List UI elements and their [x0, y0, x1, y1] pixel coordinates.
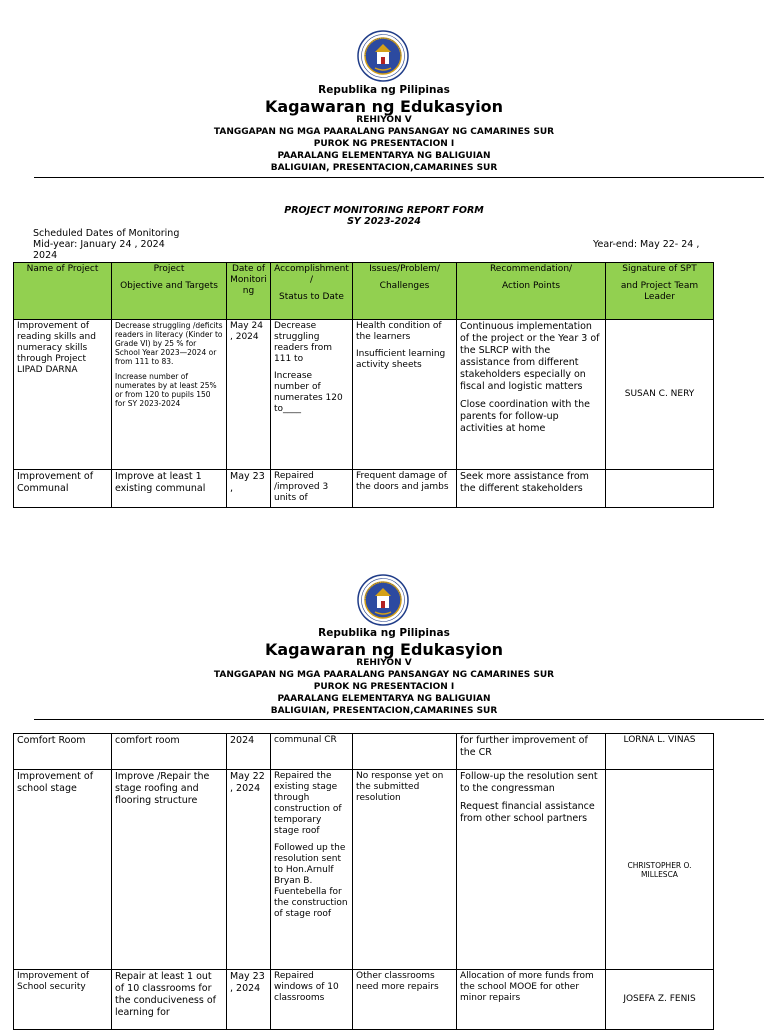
accomplishment-cell: communal CR [271, 734, 353, 770]
table-row [14, 470, 714, 508]
department-title: Kagawaran ng Edukasyion [264, 640, 504, 659]
table-row [14, 734, 714, 770]
region-line: REHIYON V [356, 115, 412, 125]
signature-cell: CHRISTOPHER O. MILLESCA [606, 770, 714, 970]
issues-cell: Other classrooms need more repairs [353, 970, 457, 1030]
accomplishment-cell: Repaired windows of 10 classrooms [271, 970, 353, 1030]
col-header-objective: Project Objective and Targets [112, 263, 227, 320]
objective-cell: comfort room [112, 734, 227, 770]
table-header-row [14, 263, 714, 320]
signature-cell: LORNA L. VINAS [606, 734, 714, 770]
col-header-project-name: Name of Project [14, 263, 112, 320]
yearend-date: Year-end: May 22- 24 , [593, 239, 700, 250]
objective-cell: Decrease struggling /deficits readers in literacy (Kinder to Grade VI) by 25 % for School Year 2023—2024 or from 111 to 83. Increase number of numerates by at least 25% or from 120 to pupils 150 for SY 2023-2024 [112, 320, 227, 470]
date-cell: 2024 [227, 734, 271, 770]
accomplishment-cell: Decrease struggling readers from 111 to Increase number of numerates 120 to____ [271, 320, 353, 470]
scheduled-label: Scheduled Dates of Monitoring [33, 228, 180, 239]
issues-cell: Frequent damage of the doors and jambs [353, 470, 457, 508]
recommendation-cell: Seek more assistance from the different stakeholders [457, 470, 606, 508]
col-header-signature: Signature of SPT and Project Team Leader [606, 263, 714, 320]
district-line: PUROK NG PRESENTACION I [313, 682, 455, 692]
issues-cell: No response yet on the submitted resolution [353, 770, 457, 970]
header-divider [34, 719, 764, 720]
recommendation-cell: Follow-up the resolution sent to the congressman Request financial assistance from other school partners [457, 770, 606, 970]
monitoring-table-page2 [13, 733, 714, 1030]
district-line: PUROK NG PRESENTACION I [313, 139, 455, 149]
signature-cell [606, 470, 714, 508]
project-name-cell: Comfort Room [14, 734, 112, 770]
department-title: Kagawaran ng Edukasyion [264, 97, 504, 116]
region-line: REHIYON V [356, 658, 412, 668]
recommendation-cell: Continuous implementation of the project or the Year 3 of the SLRCP with the assistance from different stakeholders especially on fiscal and logistic matters Close coordination with the parents for follow-up activities at home [457, 320, 606, 470]
issues-cell: Health condition of the learners Insufficient learning activity sheets [353, 320, 457, 470]
division-line: TANGGAPAN NG MGA PAARALANG PANSANGAY NG CAMARINES SUR [213, 127, 555, 137]
table-row [14, 970, 714, 1030]
accomplishment-cell: Repaired the existing stage through construction of temporary stage roof Followed up the resolution sent to Hon.Arnulf Bryan B. Fuentebella for the construction of stage roof [271, 770, 353, 970]
header-divider [34, 177, 764, 178]
date-cell: May 24 , 2024 [227, 320, 271, 470]
project-name-cell: Improvement of reading skills and numeracy skills through Project LIPAD DARNA [14, 320, 112, 470]
signature-cell: JOSEFA Z. FENIS [606, 970, 714, 1030]
republic-line: Republika ng Pilipinas [318, 627, 450, 639]
midyear-date: Mid-year: January 24 , 2024 [33, 239, 165, 250]
col-header-recommendation: Recommendation/ Action Points [457, 263, 606, 320]
division-line: TANGGAPAN NG MGA PAARALANG PANSANGAY NG CAMARINES SUR [213, 670, 555, 680]
objective-cell: Improve /Repair the stage roofing and flooring structure [112, 770, 227, 970]
form-title: PROJECT MONITORING REPORT FORM [284, 205, 484, 216]
form-school-year: SY 2023-2024 [347, 216, 421, 227]
col-header-issues: Issues/Problem/ Challenges [353, 263, 457, 320]
republic-line: Republika ng Pilipinas [318, 84, 450, 96]
year-continuation: 2024 [33, 250, 58, 261]
col-header-date: Date of Monitoring [227, 263, 271, 320]
project-name-cell: Improvement of Communal [14, 470, 112, 508]
deped-seal-logo [357, 30, 409, 82]
project-name-cell: Improvement of school stage [14, 770, 112, 970]
objective-cell: Improve at least 1 existing communal [112, 470, 227, 508]
address-line: BALIGUIAN, PRESENTACION,CAMARINES SUR [270, 163, 498, 173]
table-row [14, 320, 714, 470]
monitoring-table-page1 [13, 262, 714, 508]
objective-cell: Repair at least 1 out of 10 classrooms for the conduciveness of learning for [112, 970, 227, 1030]
signature-cell: SUSAN C. NERY [606, 320, 714, 470]
project-name-cell: Improvement of School security [14, 970, 112, 1030]
recommendation-cell: Allocation of more funds from the school MOOE for other minor repairs [457, 970, 606, 1030]
date-cell: May 23 , [227, 470, 271, 508]
table-row [14, 770, 714, 970]
school-line: PAARALANG ELEMENTARYA NG BALIGUIAN [277, 694, 491, 704]
school-line: PAARALANG ELEMENTARYA NG BALIGUIAN [277, 151, 491, 161]
recommendation-cell: for further improvement of the CR [457, 734, 606, 770]
col-header-accomplishment: Accomplishment/ Status to Date [271, 263, 353, 320]
deped-seal-logo [357, 574, 409, 626]
issues-cell [353, 734, 457, 770]
address-line: BALIGUIAN, PRESENTACION,CAMARINES SUR [270, 706, 498, 716]
date-cell: May 22 , 2024 [227, 770, 271, 970]
date-cell: May 23 , 2024 [227, 970, 271, 1030]
accomplishment-cell: Repaired /improved 3 units of [271, 470, 353, 508]
